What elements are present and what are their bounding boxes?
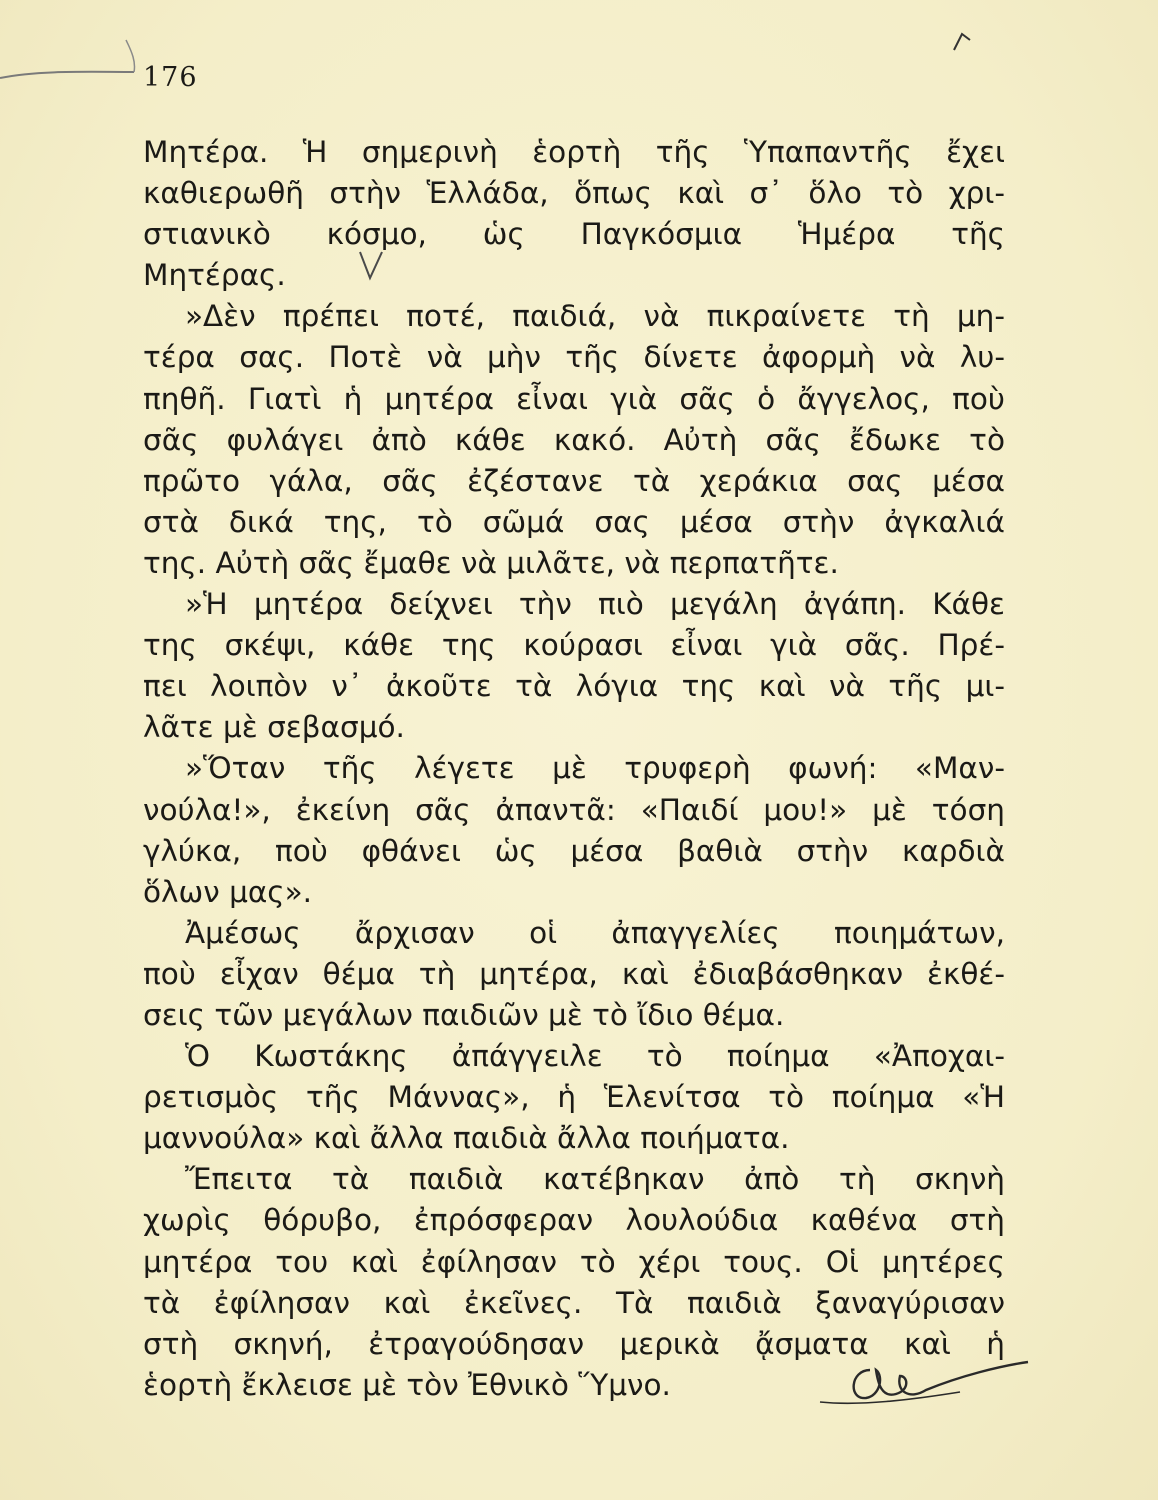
text-line: τὰ ἐφίλησαν καὶ ἐκεῖνες. Τὰ παιδιὰ ξαναγύρισαν [143, 1285, 1005, 1320]
text-line: μαννούλα» καὶ ἄλλα παιδιὰ ἄλλα ποιήματα. [143, 1121, 790, 1156]
text-line: ρετισμὸς τῆς Μάννας», ἡ Ἑλενίτσα τὸ ποίημα «Ἡ [143, 1080, 1005, 1115]
text-line: »Ὅταν τῆς λέγετε μὲ τρυφερὴ φωνή: «Μαν- [185, 751, 1005, 786]
text-line: »Ἡ μητέρα δείχνει τὴν πιὸ μεγάλη ἀγάπη. Κάθε [185, 587, 1005, 622]
text-line: πρῶτο γάλα, σᾶς ἐζέστανε τὰ χεράκια σας μέσα [143, 463, 1005, 498]
text-line: στὴ σκηνή, ἐτραγούδησαν μερικὰ ᾄσματα καὶ ἡ [143, 1326, 1005, 1361]
text-line: της. Αὐτὴ σᾶς ἔμαθε νὰ μιλᾶτε, νὰ περπατῆτε. [143, 545, 839, 580]
page-number: 176 [143, 62, 198, 93]
text-line: σεις τῶν μεγάλων παιδιῶν μὲ τὸ ἴδιο θέμα. [143, 997, 785, 1032]
text-line: ἑορτὴ ἔκλεισε μὲ τὸν Ἐθνικὸ Ὕμνο. [143, 1367, 671, 1402]
text-line: στιανικὸ κόσμο, ὡς Παγκόσμια Ἡμέρα τῆς [143, 217, 1005, 252]
text-line: πηθῆ. Γιατὶ ἡ μητέρα εἶναι γιὰ σᾶς ὁ ἄγγελος, ποὺ [143, 381, 1005, 416]
pencil-correction-mark [356, 248, 386, 284]
text-line: της σκέψι, κάθε της κούρασι εἶναι γιὰ σᾶς. Πρέ- [143, 628, 1005, 663]
text-line: καθιερωθῆ στὴν Ἑλλάδα, ὅπως καὶ σ᾽ ὅλο τὸ χρι- [143, 176, 1005, 211]
text-line: γλύκα, ποὺ φθάνει ὡς μέσα βαθιὰ στὴν καρδιὰ [143, 833, 1005, 868]
text-line: πει λοιπὸν ν᾽ ἀκοῦτε τὰ λόγια της καὶ νὰ τῆς μι- [143, 669, 1005, 704]
text-line: τέρα σας. Ποτὲ νὰ μὴν τῆς δίνετε ἀφορμὴ νὰ λυ- [143, 340, 1005, 375]
handwritten-signature [800, 1340, 1030, 1420]
text-line: στὰ δικά της, τὸ σῶμά σας μέσα στὴν ἀγκαλιά [143, 504, 1005, 539]
text-line: ποὺ εἶχαν θέμα τὴ μητέρα, καὶ ἐδιαβάσθηκαν ἐκθέ- [143, 956, 1005, 991]
text-line: σᾶς φυλάγει ἀπὸ κάθε κακό. Αὐτὴ σᾶς ἔδωκε τὸ [143, 422, 1005, 457]
text-line: μητέρα του καὶ ἐφίλησαν τὸ χέρι τους. Οἱ μητέρες [143, 1244, 1005, 1279]
text-line: Ἀμέσως ἄρχισαν οἱ ἀπαγγελίες ποιημάτων, [185, 915, 1005, 950]
pencil-tick-mark [948, 28, 978, 54]
text-line: ὅλων μας». [143, 874, 313, 909]
text-line: χωρὶς θόρυβο, ἐπρόσφεραν λουλούδια καθένα στὴ [143, 1203, 1005, 1238]
text-line: λᾶτε μὲ σεβασμό. [143, 710, 405, 745]
text-line: »Δὲν πρέπει ποτέ, παιδιά, νὰ πικραίνετε τὴ μη- [185, 299, 1005, 334]
text-line: νούλα!», ἐκείνη σᾶς ἀπαντᾶ: «Παιδί μου!» μὲ τόση [143, 792, 1005, 827]
text-line: Ἔπειτα τὰ παιδιὰ κατέβηκαν ἀπὸ τὴ σκηνὴ [185, 1162, 1005, 1197]
margin-pencil-mark [0, 0, 160, 100]
body-text [143, 132, 1005, 1406]
text-line: Μητέρα. Ἡ σημερινὴ ἑορτὴ τῆς Ὑπαπαντῆς ἔχει [143, 135, 1005, 169]
text-line: Μητέρας. [143, 258, 286, 293]
text-line: Ὁ Κωστάκης ἀπάγγειλε τὸ ποίημα «Ἀποχαι- [185, 1039, 1005, 1074]
